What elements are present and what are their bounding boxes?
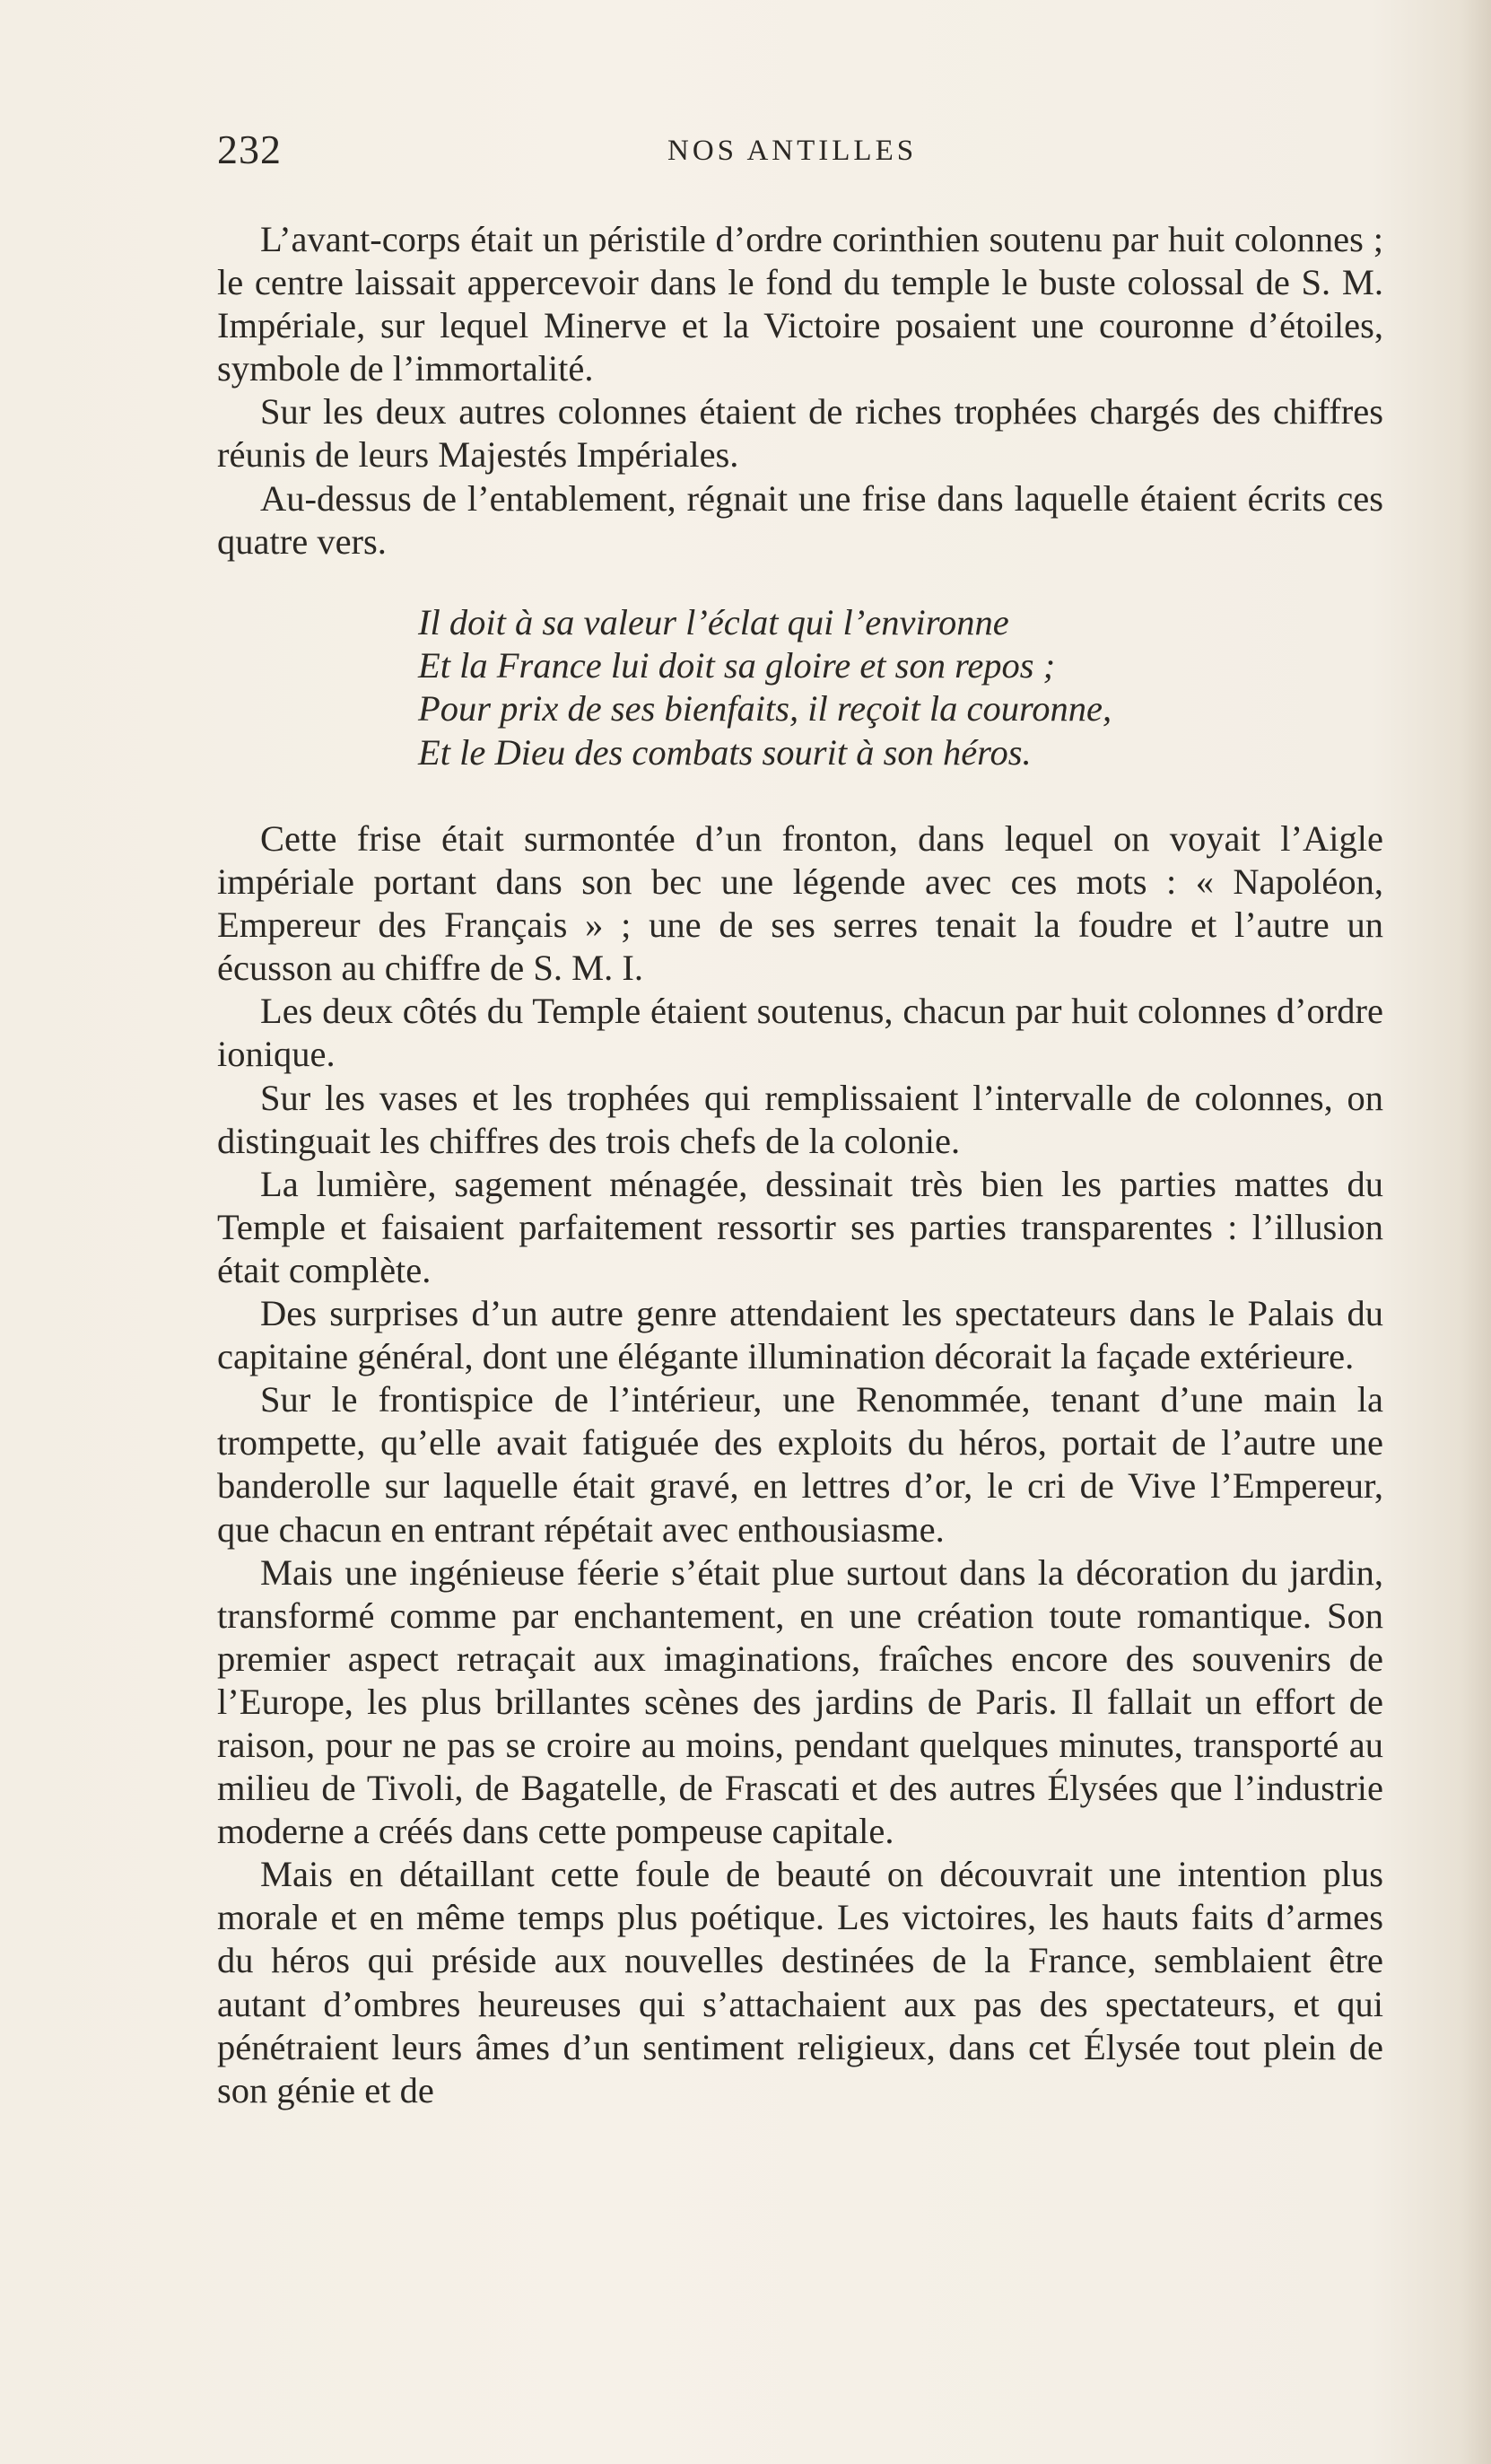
- poem-line: Et la France lui doit sa gloire et son repos ;: [418, 645, 1056, 686]
- paragraph: Cette frise était surmontée d’un fronton, dans lequel on voyait l’Aigle impériale portant dans son bec une légende avec ces mots : « Napoléon, Empereur des Français » ; une de ses serres tenait la foudre et l’autre un écusson au chiffre de S. M. I.: [217, 818, 1383, 989]
- paragraph: Au-dessus de l’entablement, régnait une frise dans laquelle étaient écrits ces quatre vers.: [217, 477, 1383, 562]
- paragraph: La lumière, sagement ménagée, dessinait très bien les parties mattes du Temple et faisaient parfaitement ressortir ses parties transparentes : l’illusion était complète.: [217, 1163, 1383, 1290]
- paragraph: Les deux côtés du Temple étaient soutenus, chacun par huit colonnes d’ordre ionique.: [217, 991, 1383, 1075]
- poem-line: Pour prix de ses bienfaits, il reçoit la couronne,: [418, 688, 1112, 730]
- intro-text-block: [217, 218, 1383, 564]
- poem-stanza: [418, 601, 1112, 774]
- main-text-block: [217, 817, 1383, 2112]
- poem-line: Et le Dieu des combats sourit à son héros.: [418, 731, 1032, 773]
- paragraph: Sur les deux autres colonnes étaient de riches trophées chargés des chiffres réunis de leurs Majestés Impériales.: [217, 391, 1383, 476]
- running-title: NOS ANTILLES: [667, 135, 918, 167]
- paragraph: L’avant-corps était un péristile d’ordre corinthien soutenu par huit colonnes ; le centre laissait appercevoir dans le fond du temple le buste colossal de S. M. Impériale, sur lequel Minerve et la Victoire posaient une couronne d’étoiles, symbole de l’immortalité.: [217, 219, 1383, 389]
- poem-line: Il doit à sa valeur l’éclat qui l’environne: [418, 602, 1009, 642]
- paragraph: Des surprises d’un autre genre attendaient les spectateurs dans le Palais du capitaine général, dont une élégante illumination décorait la façade extérieure.: [217, 1293, 1383, 1377]
- paragraph: Mais en détaillant cette foule de beauté on découvrait une intention plus morale et en même temps plus poétique. Les victoires, les hauts faits d’armes du héros qui préside aux nouvelles destinées de la France, semblaient être autant d’ombres heureuses qui s’attachaient aux pas des spectateurs, et qui pénétraient leurs âmes d’un sentiment religieux, dans cet Élysée tout plein de son génie et de: [217, 1854, 1383, 2110]
- page-header: [217, 126, 1383, 170]
- paragraph: Mais une ingénieuse féerie s’était plue surtout dans la décoration du jardin, transformé comme par enchantement, en une création toute romantique. Son premier aspect retraçait aux imaginations, fraîches encore des souvenirs de l’Europe, les plus brillantes scènes des jardins de Paris. Il fallait un effort de raison, pour ne pas se croire au moins, pendant quelques minutes, transporté au milieu de Tivoli, de Bagatelle, de Frascati et des autres Élysées que l’industrie moderne a créés dans cette pompeuse capitale.: [217, 1551, 1383, 1852]
- page-number: 232: [217, 127, 282, 172]
- paragraph: Sur le frontispice de l’intérieur, une Renommée, tenant d’une main la trompette, qu’elle avait fatiguée des exploits du héros, portait de l’autre une banderolle sur laquelle était gravé, en lettres d’or, le cri de Vive l’Empereur, que chacun en entrant répétait avec enthousiasme.: [217, 1379, 1383, 1550]
- paragraph: Sur les vases et les trophées qui remplissaient l’intervalle de colonnes, on distinguait les chiffres des trois chefs de la colonie.: [217, 1077, 1383, 1161]
